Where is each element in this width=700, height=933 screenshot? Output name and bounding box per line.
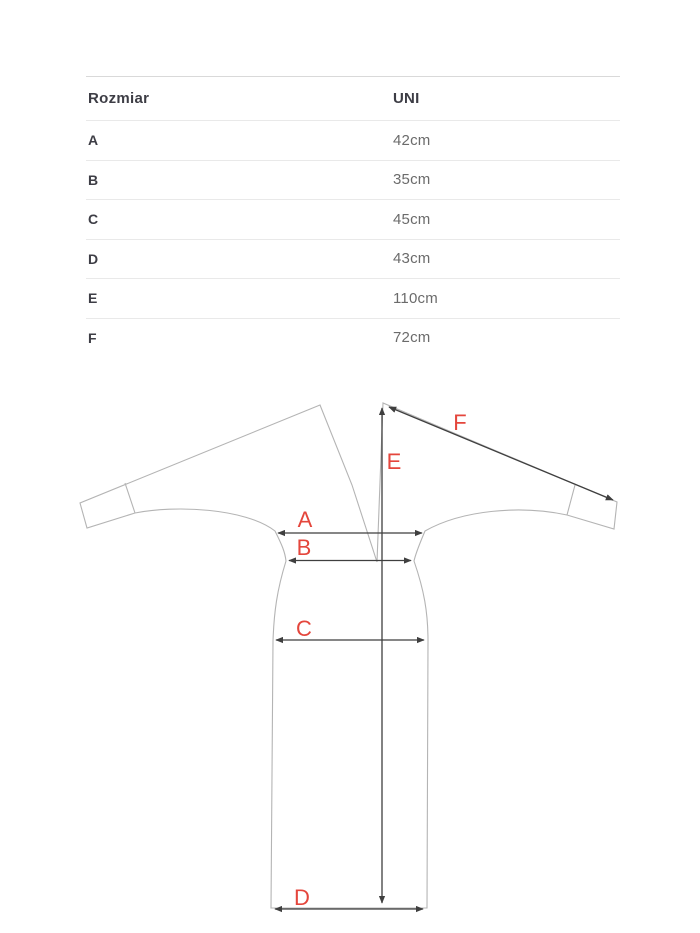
size-row-value: 72cm bbox=[393, 329, 431, 347]
dim-label-f: F bbox=[453, 410, 467, 435]
dim-label-b: B bbox=[296, 535, 312, 560]
left-cuff-seam bbox=[125, 483, 135, 513]
size-row-value: 45cm bbox=[393, 210, 431, 228]
size-row-value: 110cm bbox=[393, 289, 438, 307]
size-row-value: 43cm bbox=[393, 250, 431, 268]
garment-outline bbox=[80, 403, 617, 908]
right-cuff-seam bbox=[567, 485, 575, 515]
dim-label-c: C bbox=[296, 616, 312, 641]
size-row-label: C bbox=[88, 211, 99, 228]
dim-label-d: D bbox=[294, 885, 310, 910]
dim-arrow-f bbox=[386, 407, 613, 500]
size-row-value: 42cm bbox=[393, 131, 431, 149]
size-row-label: F bbox=[88, 329, 97, 346]
dim-label-e: E bbox=[386, 449, 402, 474]
size-row-label: B bbox=[88, 171, 99, 188]
size-table-header-size: Rozmiar bbox=[88, 90, 150, 107]
dim-label-a: A bbox=[297, 507, 313, 532]
size-row-label: E bbox=[88, 290, 98, 307]
size-table-header-uni: UNI bbox=[393, 90, 420, 107]
garment-body-path bbox=[80, 403, 617, 908]
size-row-label: A bbox=[88, 132, 99, 149]
size-row-label: D bbox=[88, 250, 99, 267]
size-row-value: 35cm bbox=[393, 171, 431, 189]
